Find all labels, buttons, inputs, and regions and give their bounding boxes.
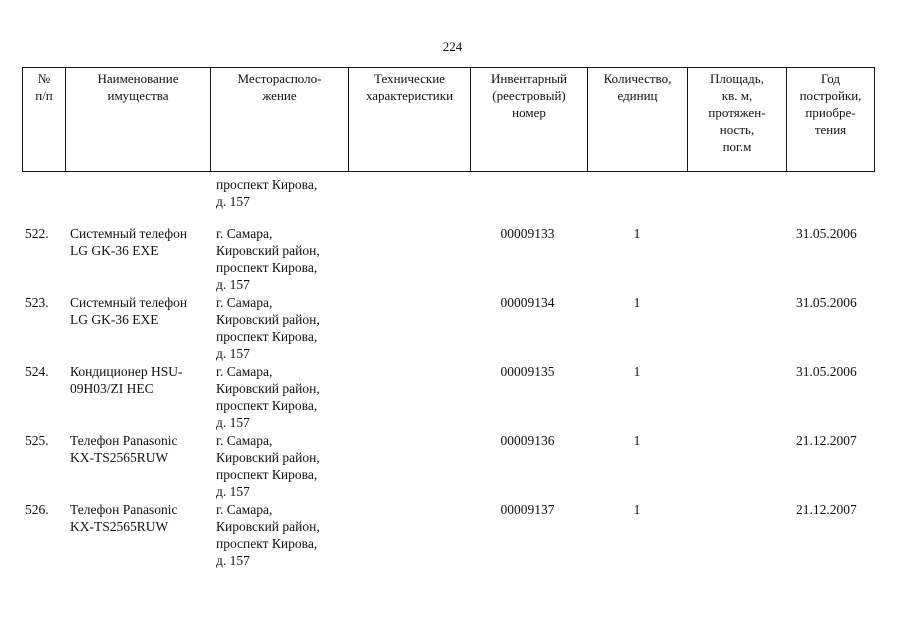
item-inventory: 00009133 — [500, 226, 555, 241]
row-number: 525. — [25, 433, 49, 448]
continued-location: проспект Кирова, д. 157 — [216, 177, 318, 209]
item-year: 31.05.2006 — [796, 364, 857, 379]
item-name: Системный телефон LG GK-36 EXE — [70, 226, 188, 258]
column-header-inventory: Инвентарный (реестровый) номер — [471, 68, 588, 171]
item-inventory: 00009136 — [500, 433, 555, 448]
column-header-name: Наименование имущества — [66, 68, 211, 171]
item-quantity: 1 — [633, 295, 641, 310]
page-number: 224 — [442, 39, 463, 54]
item-year: 31.05.2006 — [796, 295, 857, 310]
row-number: 526. — [25, 502, 49, 517]
item-name: Телефон Panasonic KX-TS2565RUW — [70, 502, 178, 534]
column-header-year: Год постройки, приобре- тения — [799, 71, 862, 137]
item-inventory: 00009137 — [500, 502, 555, 517]
item-location: г. Самара, Кировский район, проспект Кирова, д. 157 — [216, 433, 320, 499]
column-header-area: Площадь, кв. м, протяжен- ность, пог.м — [688, 68, 787, 171]
item-location: г. Самара, Кировский район, проспект Кирова, д. 157 — [216, 364, 320, 430]
item-location: г. Самара, Кировский район, проспект Кирова, д. 157 — [216, 226, 320, 292]
item-year: 21.12.2007 — [796, 433, 857, 448]
item-name: Телефон Panasonic KX-TS2565RUW — [70, 433, 178, 465]
item-name: Кондиционер HSU- 09H03/ZI HEC — [70, 364, 183, 396]
column-header-tech: Технические характеристики — [349, 68, 471, 171]
column-header-quantity: Количество, единиц — [588, 68, 688, 171]
item-name: Системный телефон LG GK-36 EXE — [70, 295, 188, 327]
table-header — [22, 67, 875, 172]
item-quantity: 1 — [633, 226, 641, 241]
column-header-location: Месторасполо- жение — [211, 68, 349, 171]
row-number: 523. — [25, 295, 49, 310]
row-number: 522. — [25, 226, 49, 241]
item-year: 21.12.2007 — [796, 502, 857, 517]
item-quantity: 1 — [633, 502, 641, 517]
item-inventory: 00009135 — [500, 364, 555, 379]
item-location: г. Самара, Кировский район, проспект Кирова, д. 157 — [216, 502, 320, 568]
item-quantity: 1 — [633, 433, 641, 448]
item-location: г. Самара, Кировский район, проспект Кирова, д. 157 — [216, 295, 320, 361]
item-inventory: 00009134 — [500, 295, 555, 310]
column-header-number: № п/п — [23, 68, 66, 171]
item-quantity: 1 — [633, 364, 641, 379]
row-number: 524. — [25, 364, 49, 379]
item-year: 31.05.2006 — [796, 226, 857, 241]
